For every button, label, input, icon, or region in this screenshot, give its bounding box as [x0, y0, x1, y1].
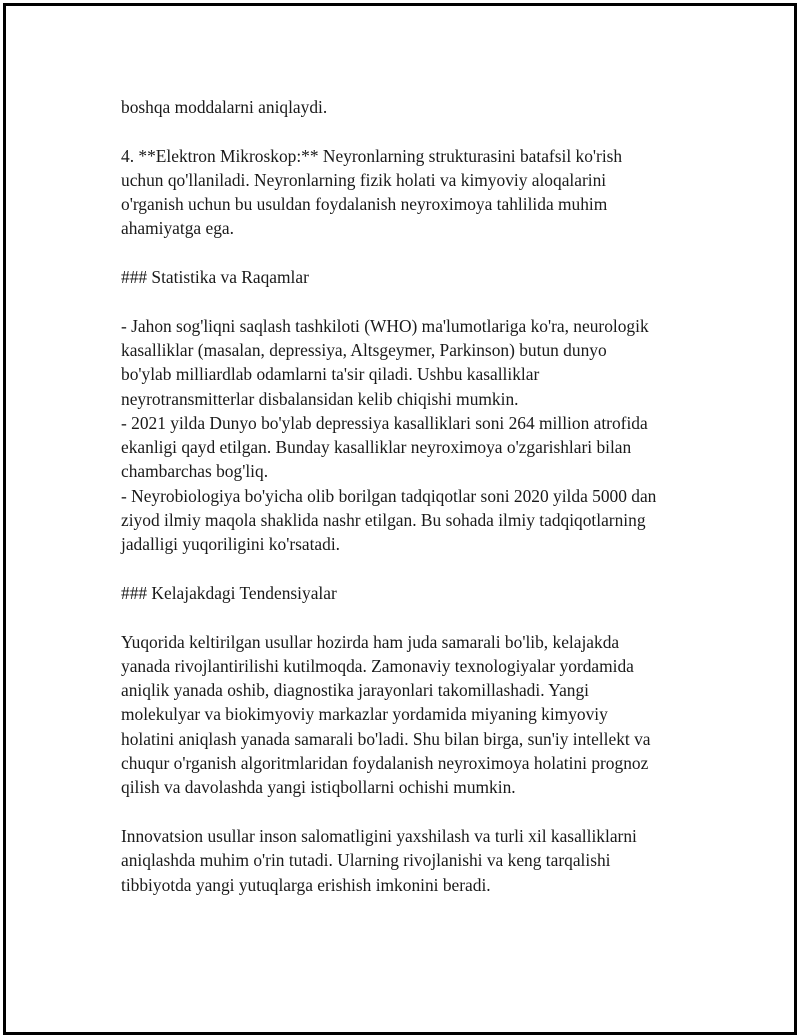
heading-text: ### Statistika va Raqamlar: [121, 267, 309, 288]
paragraph-line: - 2021 yilda Dunyo bo'ylab depressiya kasalliklari soni 264 million atrofida: [121, 412, 648, 433]
paragraph-line: boshqa moddalarni aniqlaydi.: [121, 97, 328, 117]
paragraph-line: chuqur o'rganish algoritmlaridan foydalanish neyroximoya holatini prognoz: [121, 753, 649, 774]
paragraph-gap: [121, 289, 701, 313]
paragraph-gap: [121, 119, 701, 143]
paragraph: [121, 144, 701, 241]
paragraph-line: ahamiyatga ega.: [121, 218, 234, 239]
paragraph-line: ziyod ilmiy maqola shaklida nashr etilgan. Bu sohada ilmiy tadqiqotlarning: [121, 510, 646, 531]
paragraph-line: uchun qo'llaniladi. Neyronlarning fizik holati va kimyoviy aloqalarini: [121, 169, 607, 190]
paragraph: [121, 824, 701, 897]
paragraph-line: 4. **Elektron Mikroskop:** Neyronlarning strukturasini batafsil ko'rish: [121, 145, 623, 166]
paragraph-line: molekulyar va biokimyoviy markazlar yordamida miyaning kimyoviy: [121, 704, 608, 725]
section-heading: [121, 581, 701, 605]
paragraph-gap: [121, 800, 701, 824]
document-page: [3, 3, 797, 1035]
paragraph-line: ekanligi qayd etilgan. Bunday kasalliklar neyroximoya o'zgarishlari bilan: [121, 437, 632, 458]
section-heading: [121, 265, 701, 289]
paragraph-line: kasalliklar (masalan, depressiya, Altsgeymer, Parkinson) butun dunyo: [121, 339, 607, 360]
paragraph-line: tibbiyotda yangi yutuqlarga erishish imkonini beradi.: [121, 874, 491, 895]
paragraph-line: bo'ylab milliardlab odamlarni ta'sir qiladi. Ushbu kasalliklar: [121, 364, 540, 385]
paragraph-line: aniqlashda muhim o'rin tutadi. Ularning rivojlanishi va keng tarqalishi: [121, 850, 611, 871]
paragraph-line: holatini aniqlash yanada samarali bo'ladi. Shu bilan birga, sun'iy intellekt va: [121, 728, 651, 749]
paragraph-gap: [121, 605, 701, 629]
paragraph-line: o'rganish uchun bu usuldan foydalanish neyroximoya tahlilida muhim: [121, 194, 608, 215]
paragraph-gap: [121, 557, 701, 581]
paragraph-line: - Jahon sog'liqni saqlash tashkiloti (WHO) ma'lumotlariga ko'ra, neurologik: [121, 315, 649, 336]
paragraph-line: aniqlik yanada oshib, diagnostika jarayonlari takomillashadi. Yangi: [121, 680, 590, 701]
paragraph-gap: [121, 241, 701, 265]
paragraph-line: neyrotransmitterlar disbalansidan kelib chiqishi mumkin.: [121, 388, 519, 409]
document-body: [121, 95, 701, 897]
paragraph: [121, 630, 701, 800]
paragraph-line: chambarchas bog'liq.: [121, 461, 269, 482]
heading-text: ### Kelajakdagi Tendensiyalar: [121, 582, 337, 603]
paragraph: [121, 314, 701, 557]
paragraph-line: yanada rivojlantirilishi kutilmoqda. Zamonaviy texnologiyalar yordamida: [121, 655, 634, 676]
paragraph-line: Yuqorida keltirilgan usullar hozirda ham juda samarali bo'lib, kelajakda: [121, 631, 620, 652]
paragraph-line: jadalligi yuqoriligini ko'rsatadi.: [121, 534, 341, 555]
paragraph-line: - Neyrobiologiya bo'yicha olib borilgan tadqiqotlar soni 2020 yilda 5000 dan: [121, 485, 657, 506]
paragraph: [121, 95, 701, 119]
paragraph-line: qilish va davolashda yangi istiqbollarni ochishi mumkin.: [121, 777, 516, 798]
paragraph-line: Innovatsion usullar inson salomatligini yaxshilash va turli xil kasalliklarni: [121, 825, 637, 846]
